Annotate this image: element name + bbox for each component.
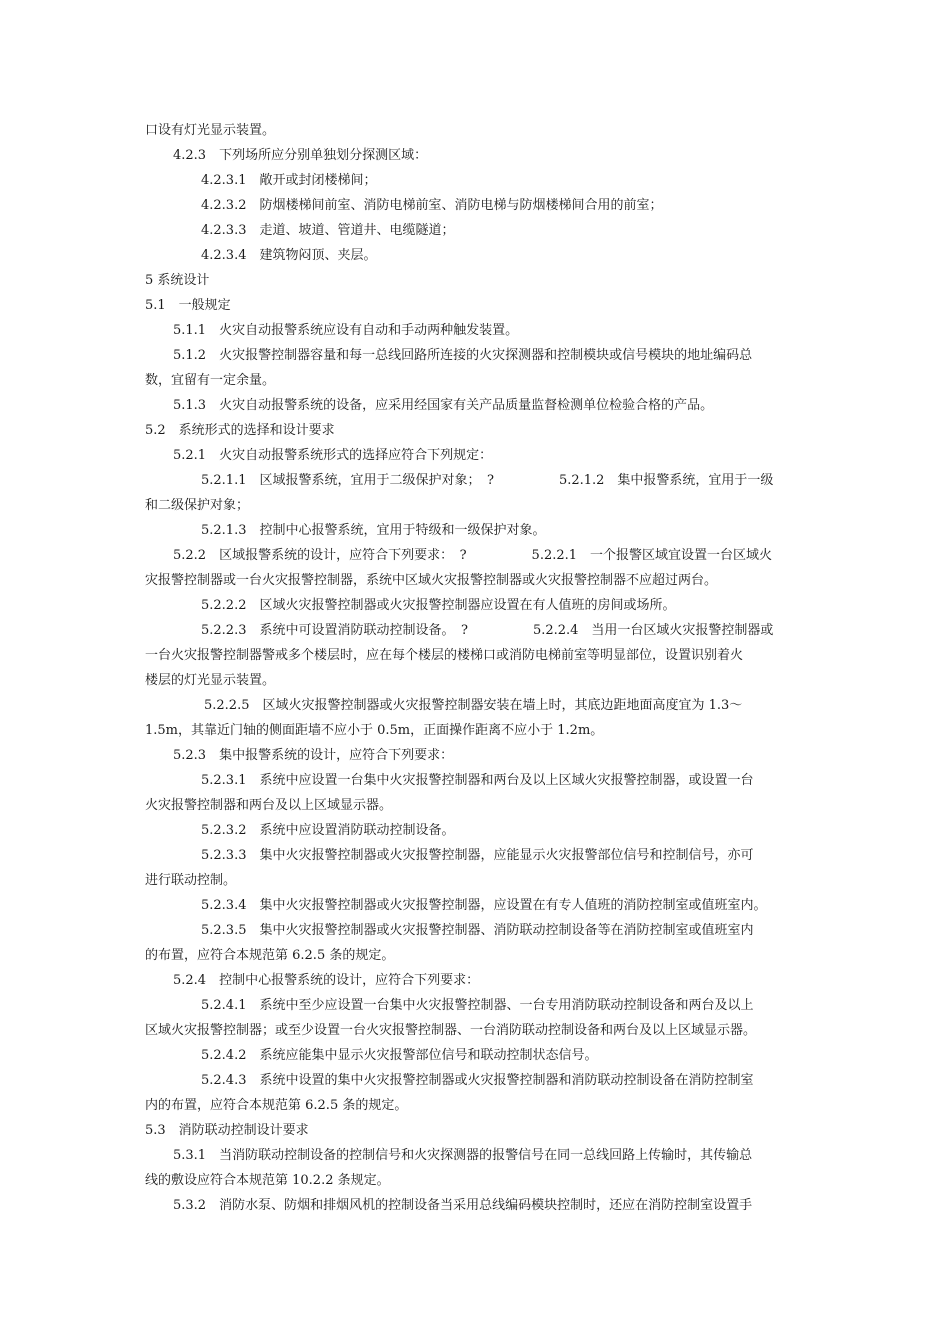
sub-clause: 5.2.2.2 区域火灾报警控制器或火灾报警控制器应设置在有人值班的房间或场所。 xyxy=(201,598,676,613)
text-line: 灾报警控制器或一台火灾报警控制器，系统中区域火灾报警控制器或火灾报警控制器不应超过两台。 xyxy=(145,573,718,588)
clause: 5.2.1 火灾自动报警系统形式的选择应符合下列规定： xyxy=(173,448,493,463)
sub-clause: 5.2.2.5 区域火灾报警控制器或火灾报警控制器安装在墙上时，其底边距地面高度宜为 1.3～ xyxy=(204,698,743,713)
sub-clause: 5.2.1.3 控制中心报警系统，宜用于特级和一级保护对象。 xyxy=(201,523,546,538)
clause: 5.1.2 火灾报警控制器容量和每一总线回路所连接的火灾探测器和控制模块或信号模块的地址编码总 xyxy=(173,348,753,363)
sub-clause: 4.2.3.3 走道、坡道、管道井、电缆隧道； xyxy=(201,223,455,238)
text-line: 1.5m，其靠近门轴的侧面距墙不应小于 0.5m，正面操作距离不应小于 1.2m。 xyxy=(145,723,604,738)
sub-clause: 5.2.3.3 集中火灾报警控制器或火灾报警控制器，应能显示火灾报警部位信号和控制信号，亦可 xyxy=(201,848,754,863)
clause: 5.1.3 火灾自动报警系统的设备，应采用经国家有关产品质量监督检测单位检验合格的产品。 xyxy=(173,398,714,413)
clause: 5.2.4 控制中心报警系统的设计，应符合下列要求： xyxy=(173,973,480,988)
clause: 5.3.1 当消防联动控制设备的控制信号和火灾探测器的报警信号在同一总线回路上传输时，其传输总 xyxy=(173,1148,753,1163)
clause: 5.1.1 火灾自动报警系统应设有自动和手动两种触发装置。 xyxy=(173,323,519,338)
sub-clause: 5.2.4.2 系统应能集中显示火灾报警部位信号和联动控制状态信号。 xyxy=(201,1048,598,1063)
clause-heading: 4.2.3 下列场所应分别单独划分探测区域： xyxy=(173,148,428,163)
sub-clause: 5.2.3.2 系统中应设置消防联动控制设备。 xyxy=(201,823,455,838)
sub-clause: 5.2.4.1 系统中至少应设置一台集中火灾报警控制器、一台专用消防联动控制设备和两台及以上 xyxy=(201,998,754,1013)
sub-clause: 4.2.3.1 敞开或封闭楼梯间； xyxy=(201,173,377,188)
sub-clause: 4.2.3.4 建筑物闷顶、夹层。 xyxy=(201,248,377,263)
sub-clause: 5.2.3.1 系统中应设置一台集中火灾报警控制器和两台及以上区域火灾报警控制器，或设置一台 xyxy=(201,773,754,788)
sub-clause: 5.2.3.5 集中火灾报警控制器或火灾报警控制器、消防联动控制设备等在消防控制室或值班室内 xyxy=(201,923,754,938)
text-line: 火灾报警控制器和两台及以上区域显示器。 xyxy=(145,798,393,813)
sub-clause: 5.2.3.4 集中火灾报警控制器或火灾报警控制器，应设置在有专人值班的消防控制室或值班室内。 xyxy=(201,898,767,913)
sub-clause: 5.2.4.3 系统中设置的集中火灾报警控制器或火灾报警控制器和消防联动控制设备在消防控制室 xyxy=(201,1073,754,1088)
section-heading: 5 系统设计 xyxy=(145,273,210,288)
section-heading: 5.2 系统形式的选择和设计要求 xyxy=(145,423,335,438)
text-line: 线的敷设应符合本规范第 10.2.2 条规定。 xyxy=(145,1173,390,1188)
text-line: 区域火灾报警控制器；或至少设置一台火灾报警控制器、一台消防联动控制设备和两台及以上区域显示器。 xyxy=(145,1023,757,1038)
text-line: 的布置，应符合本规范第 6.2.5 条的规定。 xyxy=(145,948,395,963)
section-heading: 5.1 一般规定 xyxy=(145,298,231,313)
text-line: 楼层的灯光显示装置。 xyxy=(145,673,276,688)
document-page xyxy=(145,118,807,1218)
clause: 5.2.3 集中报警系统的设计，应符合下列要求： xyxy=(173,748,454,763)
text-line: 数，宜留有一定余量。 xyxy=(145,373,276,388)
text-line: 内的布置，应符合本规范第 6.2.5 条的规定。 xyxy=(145,1098,408,1113)
text-line: 和二级保护对象； xyxy=(145,498,250,513)
text-line: 一台火灾报警控制器警戒多个楼层时，应在每个楼层的楼梯口或消防电梯前室等明显部位，设置识别着火 xyxy=(145,648,744,663)
sub-clause: 5.2.1.1 区域报警系统，宜用于二级保护对象； ? 5.2.1.2 集中报警系统，宜用于一级 xyxy=(201,473,774,488)
text-line: 进行联动控制。 xyxy=(145,873,237,888)
section-heading: 5.3 消防联动控制设计要求 xyxy=(145,1123,309,1138)
text-line: 口设有灯光显示装置。 xyxy=(145,123,276,138)
sub-clause: 5.2.2.3 系统中可设置消防联动控制设备。 ? 5.2.2.4 当用一台区域火灾报警控制器或 xyxy=(201,623,774,638)
sub-clause: 4.2.3.2 防烟楼梯间前室、消防电梯前室、消防电梯与防烟楼梯间合用的前室； xyxy=(201,198,663,213)
clause: 5.3.2 消防水泵、防烟和排烟风机的控制设备当采用总线编码模块控制时，还应在消防控制室设置手 xyxy=(173,1198,753,1213)
clause: 5.2.2 区域报警系统的设计，应符合下列要求： ? 5.2.2.1 一个报警区域宜设置一台区域火 xyxy=(173,548,773,563)
